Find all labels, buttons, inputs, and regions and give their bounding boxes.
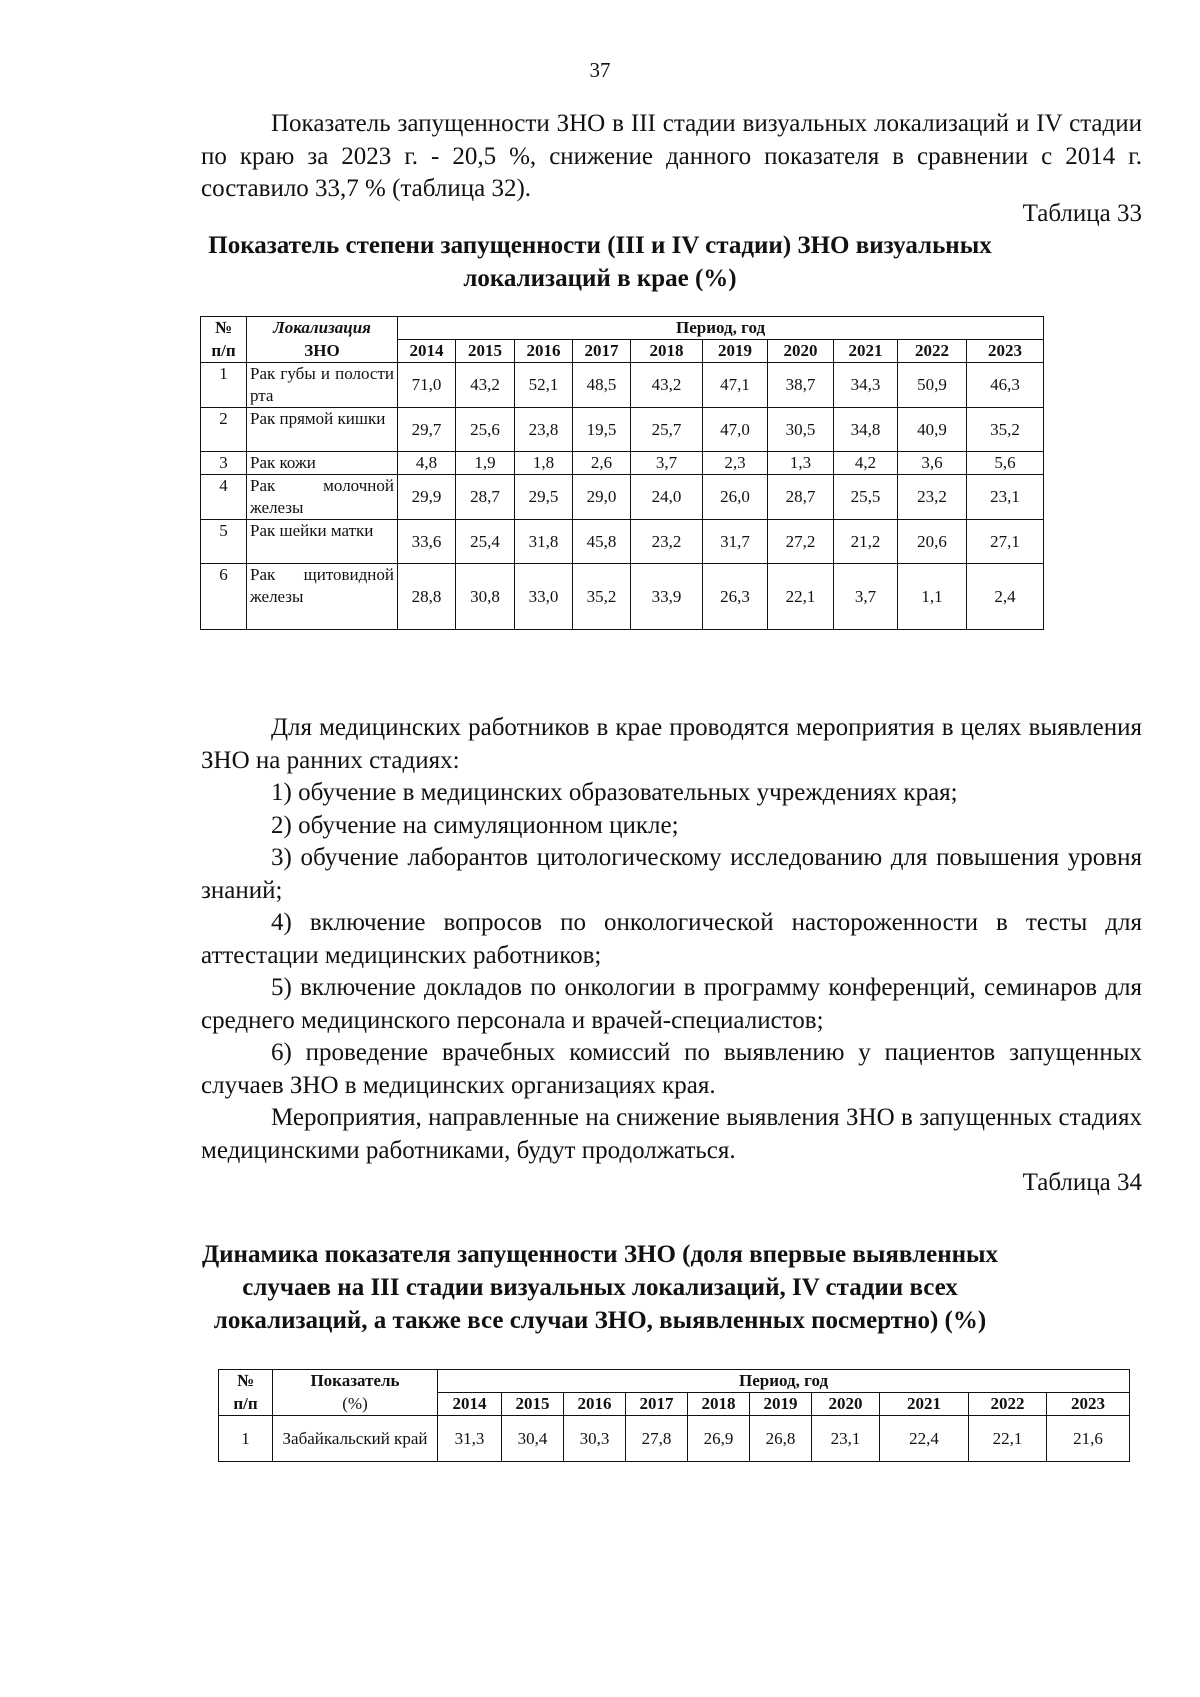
value-cell: 35,2 xyxy=(573,564,631,630)
value-cell: 23,2 xyxy=(898,475,967,520)
value-cell: 33,0 xyxy=(515,564,573,630)
table34-title-line2: случаев на III стадии визуальных локализаций, IV стадии всех xyxy=(242,1274,958,1301)
value-cell: 3,6 xyxy=(898,452,967,475)
table34-year: 2019 xyxy=(750,1393,812,1416)
table-row xyxy=(201,475,1044,520)
table-row xyxy=(201,452,1044,475)
value-cell: 23,1 xyxy=(967,475,1044,520)
value-cell: 50,9 xyxy=(898,363,967,408)
value-cell: 2,6 xyxy=(573,452,631,475)
list-item: 4) включение вопросов по онкологической настороженности в тесты для аттестации медицинских работников; xyxy=(201,909,1142,969)
table34-year: 2020 xyxy=(812,1393,880,1416)
list-item: 5) включение докладов по онкологии в программу конференций, семинаров для среднего медицинского персонала и врачей-специалистов; xyxy=(201,974,1142,1034)
list-item: 2) обучение на симуляционном цикле; xyxy=(271,812,679,839)
value-cell: 31,7 xyxy=(703,520,768,564)
table34-title-line1: Динамика показателя запущенности ЗНО (доля впервые выявленных xyxy=(201,1241,999,1268)
value-cell: 4,8 xyxy=(398,452,456,475)
value-cell: 21,6 xyxy=(1047,1416,1130,1462)
value-cell: 1,8 xyxy=(515,452,573,475)
value-cell: 40,9 xyxy=(898,408,967,452)
table33-num-header: № xyxy=(201,317,247,340)
value-cell: 22,4 xyxy=(880,1416,969,1462)
table34-num-subheader: п/п xyxy=(219,1393,273,1416)
value-cell: 5,6 xyxy=(967,452,1044,475)
table33-year: 2014 xyxy=(398,340,456,363)
value-cell: 29,0 xyxy=(573,475,631,520)
value-cell: 2,4 xyxy=(967,564,1044,630)
row-localization: Рак прямой кишки xyxy=(247,408,398,452)
value-cell: 34,3 xyxy=(834,363,898,408)
value-cell: 71,0 xyxy=(398,363,456,408)
value-cell: 26,0 xyxy=(703,475,768,520)
value-cell: 29,7 xyxy=(398,408,456,452)
row-localization: Рак кожи xyxy=(247,452,398,475)
value-cell: 20,6 xyxy=(898,520,967,564)
value-cell: 1,1 xyxy=(898,564,967,630)
row-number: 5 xyxy=(201,520,247,564)
value-cell: 25,6 xyxy=(456,408,515,452)
value-cell: 35,2 xyxy=(967,408,1044,452)
value-cell: 29,5 xyxy=(515,475,573,520)
row-localization: Рак шейки матки xyxy=(247,520,398,564)
value-cell: 30,4 xyxy=(502,1416,564,1462)
page-number: 37 xyxy=(589,58,611,82)
table33-label: Таблица 33 xyxy=(1022,200,1142,227)
row-number: 3 xyxy=(201,452,247,475)
value-cell: 26,9 xyxy=(688,1416,750,1462)
value-cell: 31,8 xyxy=(515,520,573,564)
table34-year: 2018 xyxy=(688,1393,750,1416)
value-cell: 3,7 xyxy=(834,564,898,630)
value-cell: 33,6 xyxy=(398,520,456,564)
table34-year: 2016 xyxy=(564,1393,626,1416)
row-number: 4 xyxy=(201,475,247,520)
value-cell: 23,2 xyxy=(631,520,703,564)
table33-year: 2023 xyxy=(967,340,1044,363)
table34-year: 2023 xyxy=(1047,1393,1130,1416)
list-item: 1) обучение в медицинских образовательных учреждениях края; xyxy=(271,779,958,806)
list-item: 6) проведение врачебных комиссий по выявлению у пациентов запущенных случаев ЗНО в медицинских организациях края. xyxy=(201,1039,1142,1099)
row-number: 1 xyxy=(201,363,247,408)
table-row xyxy=(201,363,1044,408)
table33-loc-subheader: ЗНО xyxy=(247,340,398,363)
table33-title-line1: Показатель степени запущенности (III и IV стадии) ЗНО визуальных xyxy=(208,232,992,259)
value-cell: 28,8 xyxy=(398,564,456,630)
table33-year: 2021 xyxy=(834,340,898,363)
value-cell: 31,3 xyxy=(438,1416,502,1462)
value-cell: 22,1 xyxy=(768,564,834,630)
value-cell: 24,0 xyxy=(631,475,703,520)
list-item: 3) обучение лаборантов цитологическому исследованию для повышения уровня знаний; xyxy=(201,844,1142,904)
value-cell: 26,3 xyxy=(703,564,768,630)
value-cell: 33,9 xyxy=(631,564,703,630)
value-cell: 22,1 xyxy=(969,1416,1047,1462)
table33-period-header: Период, год xyxy=(398,317,1044,340)
value-cell: 28,7 xyxy=(456,475,515,520)
table34-year: 2021 xyxy=(880,1393,969,1416)
value-cell: 26,8 xyxy=(750,1416,812,1462)
value-cell: 45,8 xyxy=(573,520,631,564)
table33-loc-header: Локализация xyxy=(247,317,398,340)
value-cell: 21,2 xyxy=(834,520,898,564)
row-number: 2 xyxy=(201,408,247,452)
value-cell: 1,9 xyxy=(456,452,515,475)
table34-title-line3: локализаций, а также все случаи ЗНО, выявленных посмертно) (%) xyxy=(213,1307,987,1334)
table34-year: 2022 xyxy=(969,1393,1047,1416)
value-cell: 29,9 xyxy=(398,475,456,520)
value-cell: 23,8 xyxy=(515,408,573,452)
table33-title-line2: локализаций в крае (%) xyxy=(463,265,737,292)
value-cell: 46,3 xyxy=(967,363,1044,408)
value-cell: 25,4 xyxy=(456,520,515,564)
value-cell: 43,2 xyxy=(631,363,703,408)
table34-year: 2014 xyxy=(438,1393,502,1416)
table34-indicator-header: Показатель xyxy=(273,1370,438,1393)
table33-year: 2022 xyxy=(898,340,967,363)
row-localization: Рак молочной железы xyxy=(247,475,398,520)
row-number: 1 xyxy=(219,1416,273,1462)
intro-paragraph xyxy=(201,108,1142,206)
value-cell: 3,7 xyxy=(631,452,703,475)
value-cell: 30,3 xyxy=(564,1416,626,1462)
value-cell: 47,1 xyxy=(703,363,768,408)
table34-period-header: Период, год xyxy=(438,1370,1130,1393)
table34 xyxy=(218,1369,1130,1462)
value-cell: 25,5 xyxy=(834,475,898,520)
value-cell: 52,1 xyxy=(515,363,573,408)
intro-text: Показатель запущенности ЗНО в III стадии визуальных локализаций и IV стадии по краю за 2023 г. - 20,5 %, снижение данного показателя в сравнении с 2014 г. составило 33,7 % (таблица 32). xyxy=(201,110,1142,202)
value-cell: 19,5 xyxy=(573,408,631,452)
value-cell: 34,8 xyxy=(834,408,898,452)
value-cell: 30,8 xyxy=(456,564,515,630)
value-cell: 4,2 xyxy=(834,452,898,475)
table33 xyxy=(200,316,1044,630)
value-cell: 48,5 xyxy=(573,363,631,408)
value-cell: 25,7 xyxy=(631,408,703,452)
table33-year: 2017 xyxy=(573,340,631,363)
table33-num-subheader: п/п xyxy=(201,340,247,363)
table33-year: 2019 xyxy=(703,340,768,363)
value-cell: 27,2 xyxy=(768,520,834,564)
value-cell: 2,3 xyxy=(703,452,768,475)
value-cell: 1,3 xyxy=(768,452,834,475)
table-row xyxy=(201,520,1044,564)
table-row xyxy=(201,408,1044,452)
row-number: 6 xyxy=(201,564,247,630)
table33-year: 2015 xyxy=(456,340,515,363)
value-cell: 27,1 xyxy=(967,520,1044,564)
table34-num-header: № xyxy=(219,1370,273,1393)
row-indicator: Забайкальский край xyxy=(273,1416,438,1462)
table33-year: 2018 xyxy=(631,340,703,363)
body-paragraph-2: Мероприятия, направленные на снижение выявления ЗНО в запущенных стадиях медицинскими работниками, будут продолжаться. xyxy=(201,1104,1142,1164)
table33-year: 2016 xyxy=(515,340,573,363)
body-paragraph-1: Для медицинских работников в крае проводятся мероприятия в целях выявления ЗНО на ранних стадиях: xyxy=(201,714,1142,774)
value-cell: 38,7 xyxy=(768,363,834,408)
table34-year: 2017 xyxy=(626,1393,688,1416)
value-cell: 23,1 xyxy=(812,1416,880,1462)
table-row xyxy=(219,1416,1130,1462)
value-cell: 43,2 xyxy=(456,363,515,408)
value-cell: 30,5 xyxy=(768,408,834,452)
table34-indicator-subheader: (%) xyxy=(273,1393,438,1416)
row-localization: Рак щитовидной железы xyxy=(247,564,398,630)
value-cell: 47,0 xyxy=(703,408,768,452)
table34-label: Таблица 34 xyxy=(1022,1169,1142,1196)
table33-year: 2020 xyxy=(768,340,834,363)
table-row xyxy=(201,564,1044,630)
value-cell: 27,8 xyxy=(626,1416,688,1462)
value-cell: 28,7 xyxy=(768,475,834,520)
table34-year: 2015 xyxy=(502,1393,564,1416)
row-localization: Рак губы и полости рта xyxy=(247,363,398,408)
